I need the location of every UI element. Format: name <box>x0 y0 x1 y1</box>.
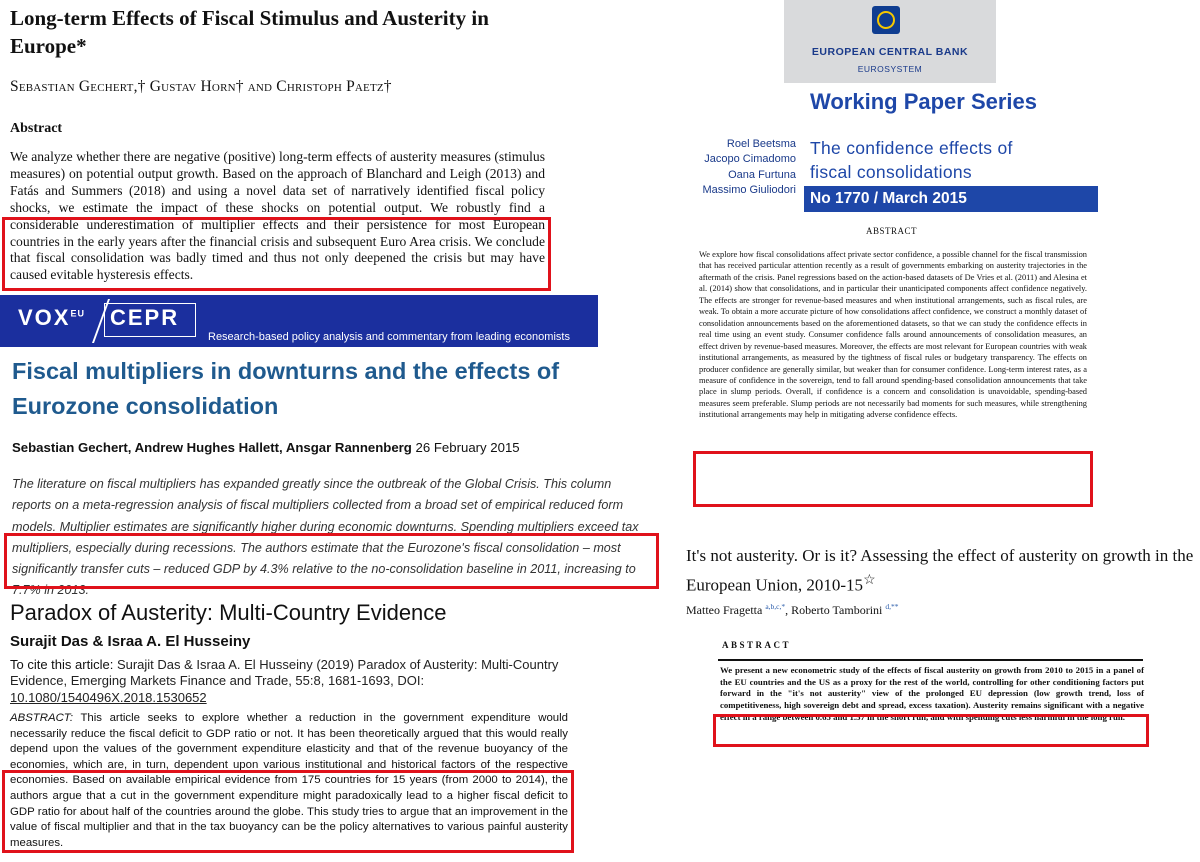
paper1-authors: Sebastian Gechert,† Gustav Horn† and Christoph Paetz† <box>10 78 392 95</box>
doi-link[interactable]: 10.1080/1540496X.2018.1530652 <box>10 689 207 705</box>
fragetta-title: It's not austerity. Or is it? Assessing the effect of austerity on growth in the European Union, 2010-15☆ <box>686 546 1194 595</box>
ecb-author: Jacopo Cimadomo <box>704 153 796 166</box>
ecb-series-title: Working Paper Series <box>810 89 1038 114</box>
vox-article-byline <box>12 440 520 455</box>
ecb-abstract-heading: ABSTRACT <box>866 226 918 236</box>
fragetta-authors: Matteo Fragetta $^{a,b,c,*}$, Roberto Tamborini $^{d,**}$ <box>686 602 899 617</box>
ecb-paper-number: No 1770 / March 2015 <box>804 186 1098 212</box>
ecb-header <box>784 0 996 83</box>
ecb-eurosystem: EUROSYSTEM <box>857 64 923 74</box>
fragetta-highlight-box <box>713 714 1149 747</box>
paradox-abstract-highlighted-text: Based on available empirical evidence from 175 countries for 15 years (from 2000 to 2014), the authors argue that a cut in the government expenditure might paradoxically lead to a higher fiscal deficit to GDP ratio for about half of the countries around the globe. This study tries to argue that an improvement in the value of fiscal multiplier and that in the tax buoyancy can be the policy alternatives to various painful austerity measures. <box>10 774 569 849</box>
ecb-highlight-box <box>693 451 1093 507</box>
paradox-title: Paradox of Austerity: Multi-Country Evidence <box>10 600 447 625</box>
paradox-highlight-box <box>2 770 574 853</box>
paradox-abstract-text: This article seeks to explore whether a reduction in the government expenditure would necessarily reduce the fiscal deficit to GDP ratio or not. It has been theoretically argued that this would really depend upon the values of the government expenditure elasticity and that of the revenue buoyancy of the economies, which are, in turn, dependent upon various institutional and historical factors of the respective economies. <box>10 712 568 787</box>
voxeu-banner <box>0 295 598 347</box>
paper1-title: Long-term Effects of Fiscal Stimulus and Austerity in Europe* <box>10 6 489 58</box>
paradox-abstract-label: ABSTRACT: <box>10 712 74 724</box>
ecb-bank-name: EUROPEAN CENTRAL BANK <box>811 46 969 58</box>
vox-authors: Sebastian Gechert, Andrew Hughes Hallett, Ansgar Rannenberg <box>12 440 412 455</box>
vox-highlight-box <box>4 533 659 589</box>
ecb-author: Oana Furtuna <box>728 168 796 181</box>
citation-label: To cite this article: <box>10 657 117 672</box>
paradox-citation <box>10 657 570 706</box>
paradox-authors: Surajit Das & Israa A. El Husseiny <box>10 633 251 650</box>
ecb-abstract-text: We explore how fiscal consolidations affect private sector confidence, a possible channel for the fiscal transmission that has received particular attention recently as a result of governments embarking on austerity trajectories in the aftermath of the crisis. Panel regressions based on the action-based datasets of De Vries et al. (2011) and Alesina et al. (2014) show that consolidations, and in particular their unanticipated components affect confidence negatively. The effects are stronger for revenue-based measures and when institutional arrangements, such as fiscal rules, are weak. To obtain a more accurate picture of how consolidations affect confidence, we construct a monthly dataset of consolidation announcements based on the aforementioned datasets, so that we can study the confidence effects in real time using an event study. Consumer confidence falls around announcements of consolidation measures, an effect driven by revenue-based measures. Moreover, the effects are most relevant for European countries with weak institutional arrangements, as measured by the tightness of fiscal rules or budgetary transparency. The effects on producer confidence are generally similar, but weaker than for consumer confidence. Long-term interest rates, as a measure of confidence in the sovereign, tend to fall around spending-based consolidation announcements that take place in slump periods. <box>699 250 1087 397</box>
abstract-divider <box>718 659 1143 661</box>
paper1-highlight-box <box>2 217 551 291</box>
euro-symbol-icon <box>872 6 900 34</box>
vox-summary-text: The literature on fiscal multipliers has expanded greatly since the outbreak of the Global Crisis. This column reports on a meta-regression analysis of fiscal multipliers collected from a broad set of empirical reduced form models. Multiplier estimates are significantly higher during economic downturns. Spending multipliers exceed tax multipliers, especially during recessions. <box>12 477 639 555</box>
fragetta-abstract-text: We present a new econometric study of the effects of fiscal austerity on growth from 2010 to 2015 in a panel of the EU countries and the US as a proxy for the rest of the world, controlling for other conditioning factors put forward in the "it's not austerity" view of the prolonged EU depression (low growth trend, loss of competitiveness, high sovereign debt and spread, excess taxation). <box>720 665 1144 711</box>
ecb-author: Massimo Giuliodori <box>702 183 796 196</box>
citation-text: Surajit Das & Israa A. El Husseiny (2019) Paradox of Austerity: Multi-Country Evidence, Emerging Markets Finance and Trade, 55:8, 1681-1693, DOI: <box>10 657 559 689</box>
cepr-logo: CEPR <box>110 305 180 330</box>
ecb-abstract-highlighted-text: Overall, if confidence is a concern and consolidation is unavoidable, spending-based measures seem preferable. Slump periods are not necessarily bad moments for such measures, while strengthening institutional arrangements may help in mitigating adverse confidence effects. <box>699 387 1087 420</box>
fragetta-abstract-heading: ABSTRACT <box>722 640 792 650</box>
paper1-abstract-highlighted-text: We robustly find a considerable underestimation of multiplier effects and their persistence for most European countries in the early years after the financial crisis and subsequent Euro Area crisis. We conclude that fiscal consolidation was badly timed and thus not only deepened the crisis but may have caused evitable hysteresis effects. <box>10 199 545 283</box>
voxeu-tagline: Research-based policy analysis and commentary from leading economists <box>208 331 570 343</box>
paper1-abstract-heading: Abstract <box>10 121 63 136</box>
vox-article-title: Fiscal multipliers in downturns and the effects of Eurozone consolidation <box>12 358 560 419</box>
vox-summary-highlighted-text: The authors estimate that the Eurozone's fiscal consolidation – most significantly transfer cuts – reduced GDP by 4.3% relative to the no-consolidation baseline in 2011, increasing to 7.7% in 2013. <box>12 540 636 598</box>
paper1-abstract-text: We analyze whether there are negative (positive) long-term effects of austerity measures (stimulus measures) on potential output growth. Based on the approach of Blanchard and Leigh (2013) and Fatás and Summers (2018) and using a novel data set of narratively identified fiscal policy shocks, we estimate the impact of these shocks on potential output. <box>10 149 545 215</box>
star-footnote-icon: ☆ <box>863 572 876 588</box>
voxeu-logo: $VOX^{EU}$ <box>18 305 85 330</box>
vox-date: 26 February 2015 <box>411 440 520 455</box>
ecb-authors <box>660 137 796 198</box>
ecb-abstract <box>699 249 1087 421</box>
fragetta-abstract-highlighted-text: Austerity remains significant with a negative effect in a range between 0.65 and 1.57 in the short run, and with spending cuts less harmful in the long run. <box>720 700 1145 722</box>
ecb-paper-title: The confidence effects of fiscal consolidations <box>810 138 1013 182</box>
ecb-author: Roel Beetsma <box>726 138 796 150</box>
